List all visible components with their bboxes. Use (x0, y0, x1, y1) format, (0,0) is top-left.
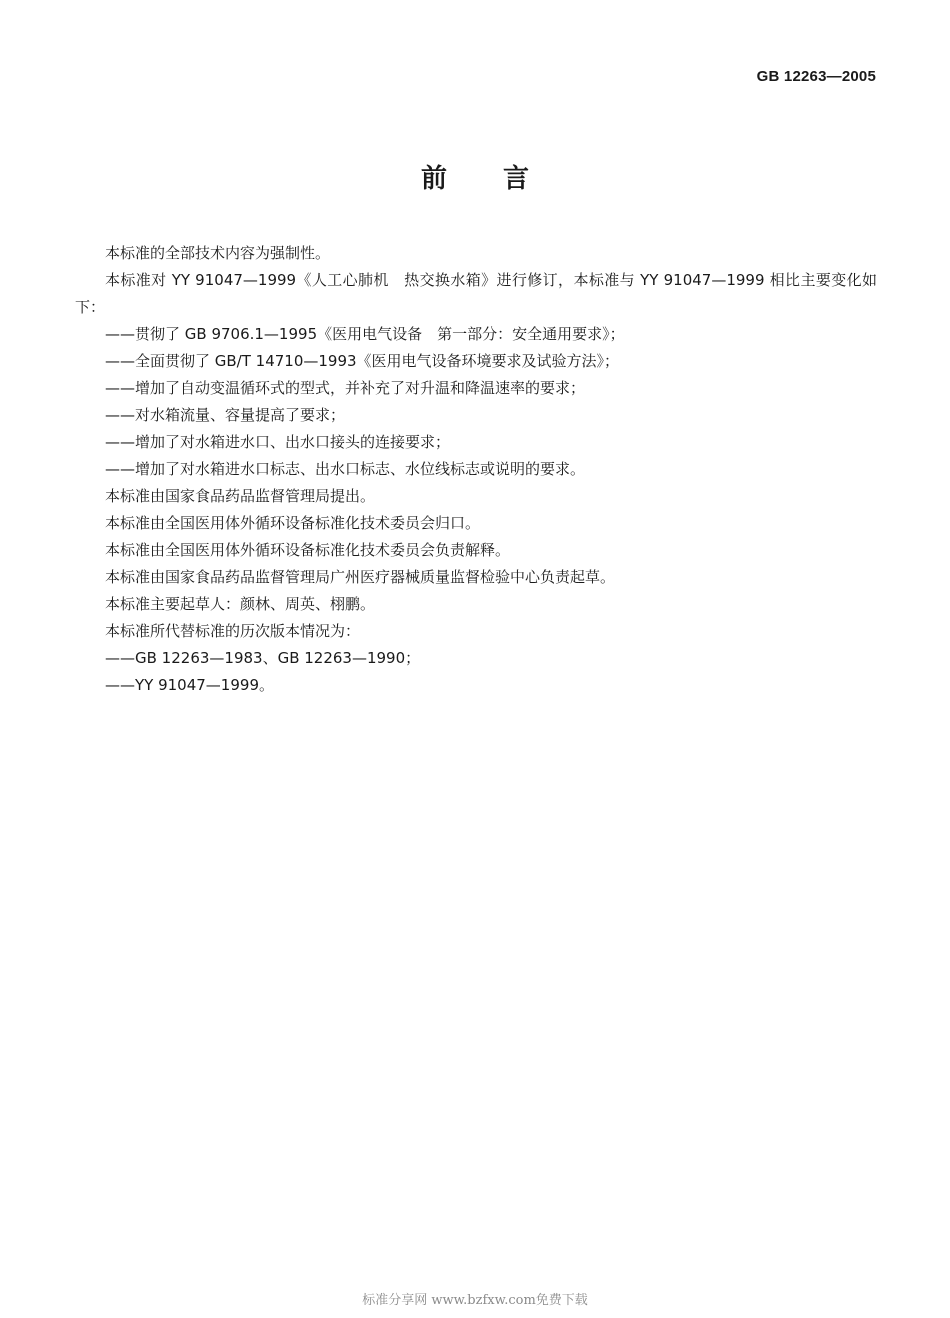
paragraph-drafter-org: 本标准由国家食品药品监督管理局广州医疗器械质量监督检验中心负责起草。 (105, 568, 616, 586)
paragraph-revision: 本标准对 YY 91047—1999《人工心肺机 热交换水箱》进行修订，本标准与 YY 91047—1999 相比主要变化如下： (75, 271, 877, 316)
list-item: ——全面贯彻了 GB/T 14710—1993《医用电气设备环境要求及试验方法》； (105, 352, 620, 370)
paragraph-interpretation: 本标准由全国医用体外循环设备标准化技术委员会负责解释。 (105, 541, 511, 559)
list-item: ——YY 91047—1999。 (105, 676, 274, 694)
list-item: ——增加了对水箱进水口、出水口接头的连接要求； (105, 433, 451, 451)
paragraph-history: 本标准所代替标准的历次版本情况为： (105, 622, 361, 640)
list-item: ——贯彻了 GB 9706.1—1995《医用电气设备 第一部分：安全通用要求》； (105, 325, 625, 343)
paragraph-proposer: 本标准由国家食品药品监督管理局提出。 (105, 487, 376, 505)
footer-watermark: 标准分享网 www.bzfxw.com免费下载 (362, 1293, 588, 1308)
list-item: ——对水箱流量、容量提高了要求； (105, 406, 346, 424)
list-item: ——增加了对水箱进水口标志、出水口标志、水位线标志或说明的要求。 (105, 460, 586, 478)
list-item: ——增加了自动变温循环式的型式，并补充了对升温和降温速率的要求； (105, 379, 586, 397)
paragraph-drafters: 本标准主要起草人：颜林、周英、栩鹏。 (105, 595, 376, 613)
paragraph-centralized: 本标准由全国医用体外循环设备标准化技术委员会归口。 (105, 514, 481, 532)
paragraph-mandatory: 本标准的全部技术内容为强制性。 (105, 244, 331, 262)
standard-number: GB 12263—2005 (756, 68, 876, 85)
foreword-body (75, 240, 877, 699)
page-title: 前言 (420, 164, 585, 194)
list-item: ——GB 12263—1983、GB 12263—1990； (105, 649, 421, 667)
